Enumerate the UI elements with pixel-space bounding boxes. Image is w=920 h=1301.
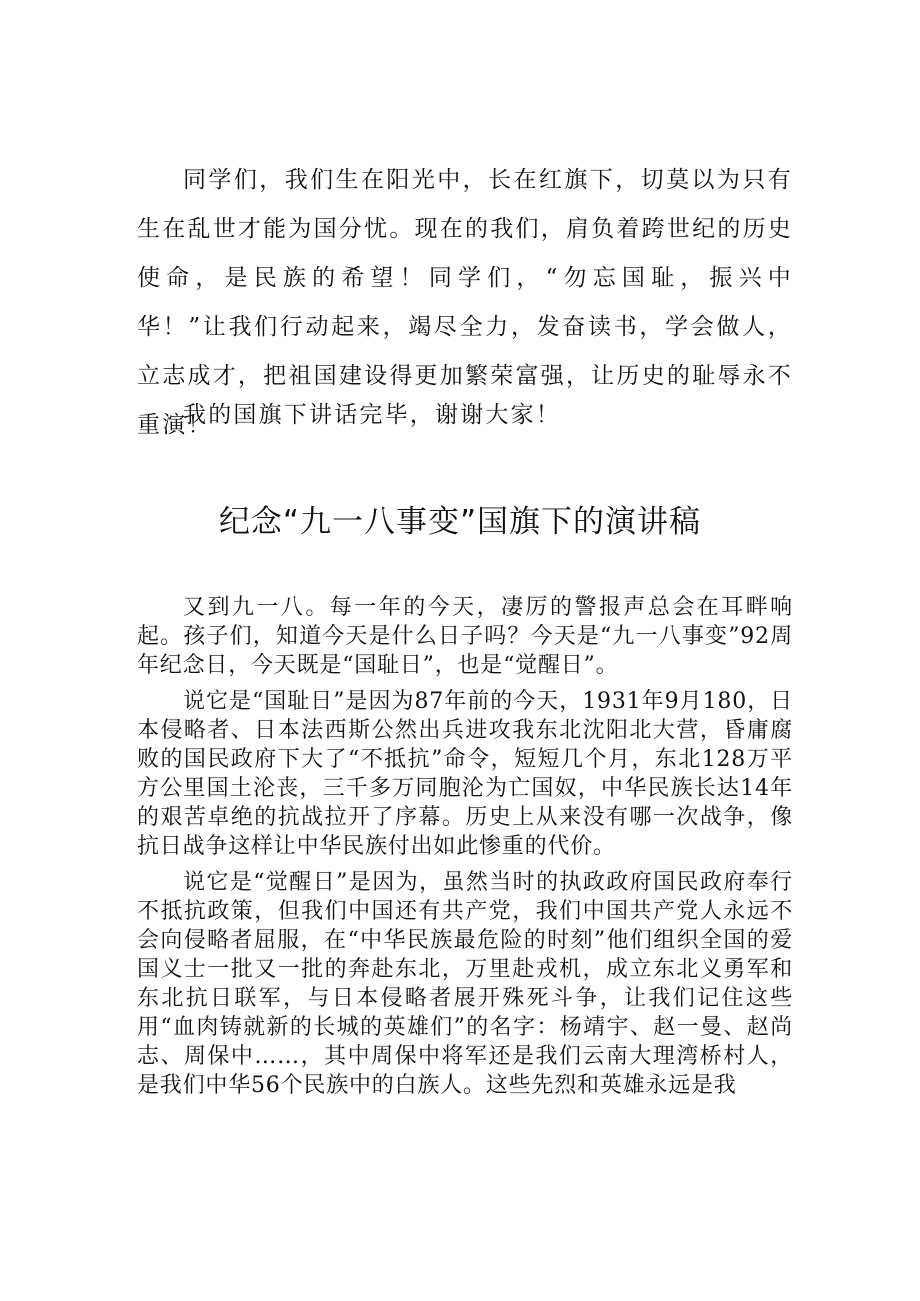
speech-paragraph-2: 说它是“国耻日”是因为87年前的今天，1931年9月180，日本侵略者、日本法西斯公然出兵进攻我东北沈阳北大营，昏庸腐败的国民政府下大了“不抵抗”命令，短短几个月，东北128万平方公里国土沦丧，三千多万同胞沦为亡国奴，中华民族长达14年的艰苦卓绝的抗战拉开了序幕。历史上从来没有哪一次战争，像抗日战争这样让中华民族付出如此惨重的代价。: [137, 689, 793, 859]
speech-paragraph-1: 又到九一八。每一年的今天，凄厉的警报声总会在耳畔响起。孩子们，知道今天是什么日子吗？今天是“九一八事变”92周年纪念日，今天既是“国耻日”，也是“觉醒日”。: [137, 595, 793, 678]
closing-thanks-paragraph: 我的国旗下讲话完毕，谢谢大家！: [183, 402, 561, 428]
speech-paragraph-3: 说它是“觉醒日”是因为，虽然当时的执政政府国民政府奉行不抵抗政策，但我们中国还有共产党，我们中国共产党人永远不会向侵略者屈服，在“中华民族最危险的时刻”他们组织全国的爱国义士一批又一批的奔赴东北，万里赴戎机，成立东北义勇军和东北抗日联军，与日本侵略者展开殊死斗争，让我们记住这些用“血肉铸就新的长城的英雄们”的名字：杨靖宇、赵一曼、赵尚志、周保中……，其中周保中将军还是我们云南大理湾桥村人，是我们中华56个民族中的白族人。这些先烈和英雄永远是我: [137, 870, 793, 1098]
closing-paragraph: 同学们，我们生在阳光中，长在红旗下，切莫以为只有生在乱世才能为国分忧。现在的我们，肩负着跨世纪的历史使命，是民族的希望！同学们，“勿忘国耻，振兴中华！”让我们行动起来，竭尽全力，发奋读书，学会做人，立志成才，把祖国建设得更加繁荣富强，让历史的耻辱永不重演！: [137, 167, 793, 438]
speech-title: 纪念“九一八事变”国旗下的演讲稿: [218, 504, 702, 540]
speech-body: [137, 593, 793, 1107]
